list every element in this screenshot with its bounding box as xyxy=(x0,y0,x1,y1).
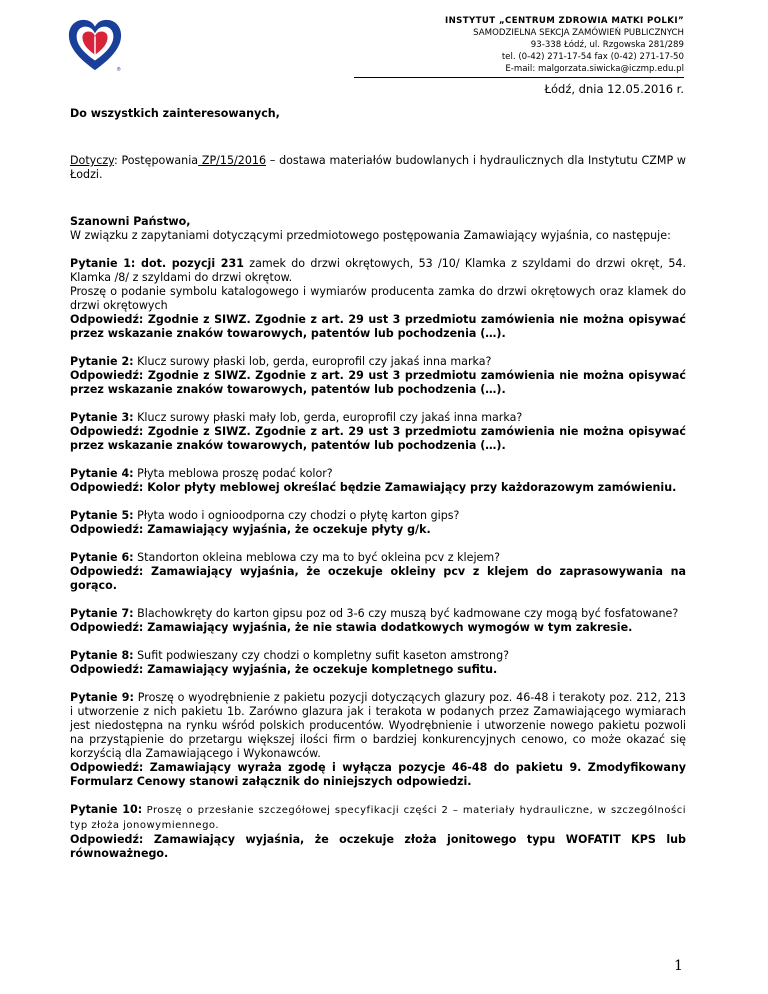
institute-name: INSTYTUT „CENTRUM ZDROWIA MATKI POLKI” xyxy=(444,16,684,26)
salutation: Szanowni Państwo, xyxy=(70,215,191,228)
greeting: Do wszystkich zainteresowanych, xyxy=(70,107,280,120)
question-text: Klucz surowy płaski lob, gerda, europrofil czy jakaś inna marka? xyxy=(133,355,492,368)
question-text: Standorton okleina meblowa czy ma to być okleina pcv z klejem? xyxy=(133,551,501,564)
question-label: Pytanie 7: xyxy=(70,607,134,620)
header-divider xyxy=(354,77,684,78)
subject-number: ZP/15/2016 xyxy=(198,154,266,167)
question-3 xyxy=(70,411,686,425)
question-text: Sufit podwieszany czy chodzi o kompletny sufit kaseton amstrong? xyxy=(133,649,510,662)
question-7 xyxy=(70,607,686,621)
qa-item-6 xyxy=(70,551,686,593)
institute-heart-logo xyxy=(66,17,124,75)
answer-9: Odpowiedź: Zamawiający wyraża zgodę i wyłącza pozycje 46-48 do pakietu 9. Zmodyfikowany Formularz Cenowy stanowi załącznik do niniejszych odpowiedzi. xyxy=(70,761,686,788)
letterhead xyxy=(354,15,684,97)
intro: W związku z zapytaniami dotyczącymi przedmiotowego postępowania Zamawiający wyjaśnia, co następuje: xyxy=(70,229,671,242)
question-6 xyxy=(70,551,686,565)
question-1 xyxy=(70,257,686,285)
address: 93-338 Łódź, ul. Rzgowska 281/289 xyxy=(530,40,684,50)
qa-item-7 xyxy=(70,607,686,635)
answer-1: Odpowiedź: Zgodnie z SIWZ. Zgodnie z art. 29 ust 3 przedmiotu zamówienia nie można opisywać przez wskazanie znaków towarowych, patentów lub pochodzenia (…). xyxy=(70,313,686,340)
question-label: Pytanie 3: xyxy=(70,411,134,424)
letter-date: Łódź, dnia 12.05.2016 r. xyxy=(544,82,684,96)
qa-item-9 xyxy=(70,691,686,789)
question-label: Pytanie 6: xyxy=(70,551,134,564)
question-label: Pytanie 10: xyxy=(70,803,143,816)
qa-item-1 xyxy=(70,257,686,341)
subject-label: Dotyczy xyxy=(70,154,114,167)
question-text: Proszę o wyodrębnienie z pakietu pozycji dotyczących glazury poz. 46-48 i terakoty poz. 212, 213 i utworzenie z nich pakietu 1b. Zarówno glazura jak i terakota w podanych przez Zamawiającego wymiarach jest niedostępna na rynku wśród polskich producentów. Wyodrębnienie i utworzenie nowego pakietu pozwoli na przystąpienie do przetargu większej ilości firm o bardziej konkurencyjnych cenowo, co może okazać się korzyścią dla Zamawiającego i Wykonawców. xyxy=(70,691,686,760)
question-label: Pytanie 2: xyxy=(70,355,134,368)
question-text: Płyta wodo i ognioodporna czy chodzi o płytę karton gips? xyxy=(133,509,460,522)
question-label: Pytanie 4: xyxy=(70,467,134,480)
question-text: Proszę o przesłanie szczegółowej specyfikacji części 2 – materiały hydrauliczne, w szczególności typ złoża jonowymiennego. xyxy=(70,805,686,831)
question-4 xyxy=(70,467,686,481)
question-label: Pytanie 1: dot. pozycji 231 xyxy=(70,257,244,270)
question-9 xyxy=(70,691,686,761)
qa-item-4 xyxy=(70,467,686,495)
subject-post: – dostawa materiałów budowlanych i hydraulicznych dla Instytutu CZMP w Łodzi. xyxy=(70,154,687,181)
answer-7: Odpowiedź: Zamawiający wyjaśnia, że nie stawia dodatkowych wymogów w tym zakresie. xyxy=(70,621,633,634)
question-label: Pytanie 5: xyxy=(70,509,134,522)
email: E-mail: malgorzata.siwicka@iczmp.edu.pl xyxy=(505,64,684,74)
question-extra: Proszę o podanie symbolu katalogowego i wymiarów producenta zamka do drzwi okrętowych oraz klamek do drzwi okrętowych xyxy=(70,285,686,312)
phone-fax: tel. (0-42) 271-17-54 fax (0-42) 271-17-50 xyxy=(501,52,684,62)
svg-text:®: ® xyxy=(116,68,122,74)
section-name: SAMODZIELNA SEKCJA ZAMÓWIEŃ PUBLICZNYCH xyxy=(473,28,684,38)
question-5 xyxy=(70,509,686,523)
question-2 xyxy=(70,355,686,369)
answer-3: Odpowiedź: Zgodnie z SIWZ. Zgodnie z art. 29 ust 3 przedmiotu zamówienia nie można opisywać przez wskazanie znaków towarowych, patentów lub pochodzenia (…). xyxy=(70,425,686,452)
answer-8: Odpowiedź: Zamawiający wyjaśnia, że oczekuje kompletnego sufitu. xyxy=(70,663,498,676)
answer-4: Odpowiedź: Kolor płyty meblowej określać będzie Zamawiający przy każdorazowym zamówieniu. xyxy=(70,481,677,494)
subject-line xyxy=(70,154,686,182)
question-text: Klucz surowy płaski mały lob, gerda, europrofil czy jakaś inna marka? xyxy=(133,411,523,424)
question-text: Blachowkręty do karton gipsu poz od 3-6 czy muszą być kadmowane czy mogą być fosfatowane? xyxy=(133,607,679,620)
question-text: Płyta meblowa proszę podać kolor? xyxy=(133,467,333,480)
letter-body xyxy=(70,107,686,875)
qa-item-10 xyxy=(70,803,686,861)
question-text: zamek do drzwi okrętowych, 53 /10/ Klamka z szyldami do drzwi okręt, 54. Klamka /8/ z szyldami do drzwi okrętow. xyxy=(70,257,686,284)
qa-item-8 xyxy=(70,649,686,677)
question-10 xyxy=(70,803,686,833)
qa-item-3 xyxy=(70,411,686,453)
question-label: Pytanie 9: xyxy=(70,691,134,704)
question-8 xyxy=(70,649,686,663)
qa-item-2 xyxy=(70,355,686,397)
page-number: 1 xyxy=(674,958,683,974)
qa-item-5 xyxy=(70,509,686,537)
question-label: Pytanie 8: xyxy=(70,649,134,662)
answer-10: Odpowiedź: Zamawiający wyjaśnia, że oczekuje złoża jonitowego typu WOFATIT KPS lub równoważnego. xyxy=(70,833,686,860)
subject-pre: : Postępowania xyxy=(113,154,199,167)
answer-5: Odpowiedź: Zamawiający wyjaśnia, że oczekuje płyty g/k. xyxy=(70,523,431,536)
answer-6: Odpowiedź: Zamawiający wyjaśnia, że oczekuje okleiny pcv z klejem do zaprasowywania na gorąco. xyxy=(70,565,686,592)
answer-2: Odpowiedź: Zgodnie z SIWZ. Zgodnie z art. 29 ust 3 przedmiotu zamówienia nie można opisywać przez wskazanie znaków towarowych, patentów lub pochodzenia (…). xyxy=(70,369,686,396)
